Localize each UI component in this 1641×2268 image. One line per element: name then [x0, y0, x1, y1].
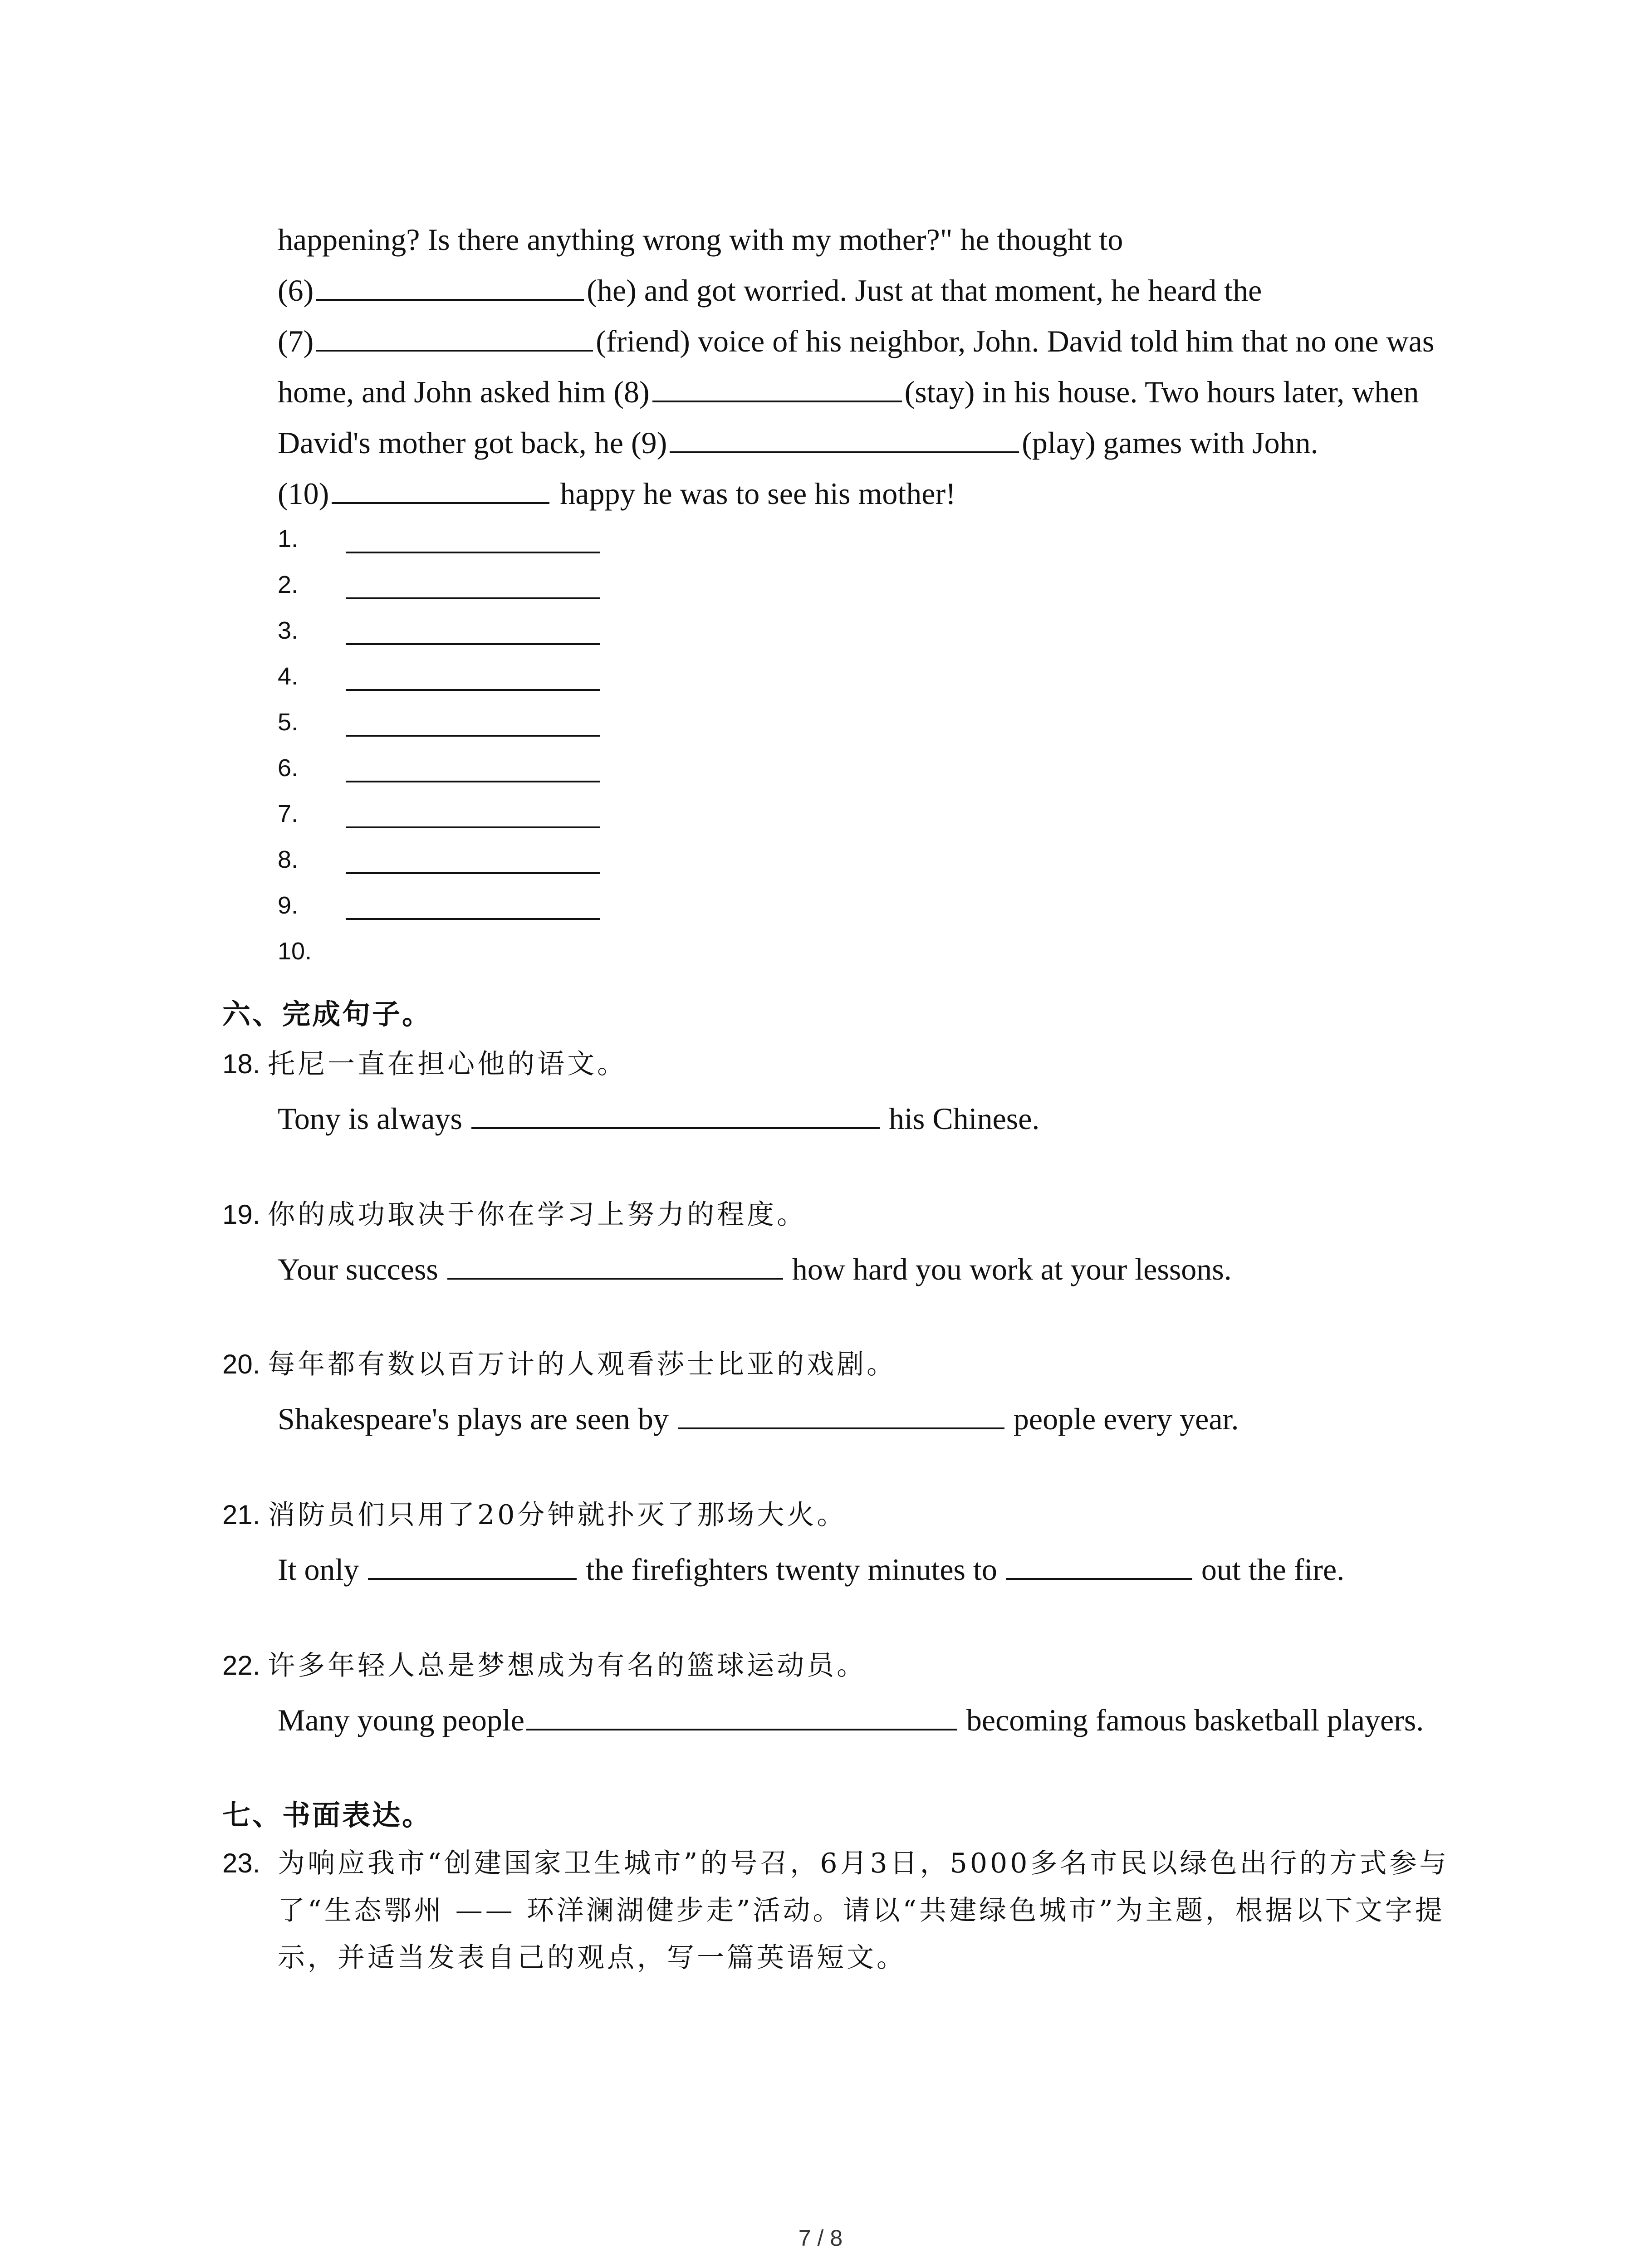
q18-blank[interactable]	[471, 1095, 880, 1129]
question-20	[222, 1339, 896, 1390]
passage-line-1	[278, 214, 1123, 265]
question-18-english	[278, 1093, 1039, 1144]
sentence-text: Tony is always	[278, 1101, 462, 1136]
answer-number: 5.	[278, 709, 299, 736]
sentence-text: the firefighters twenty minutes to	[586, 1552, 997, 1587]
question-chinese: 你的成功取决于你在学习上努力的程度。	[268, 1199, 807, 1231]
sentence-text: Your success	[278, 1252, 438, 1286]
question-21	[222, 1490, 847, 1540]
answer-line[interactable]	[346, 689, 600, 691]
answer-number: 9.	[278, 892, 299, 919]
question-number: 19.	[222, 1199, 260, 1230]
blank-number: (6)	[278, 273, 314, 308]
section-heading-6: 六、完成句子。	[222, 997, 432, 1031]
page-number: 7 / 8	[798, 2225, 843, 2251]
passage-text: (stay) in his house. Two hours later, when	[904, 375, 1419, 409]
question-23-line-2: 了“生态鄂州 —— 环洋澜湖健步走”活动。请以“共建绿色城市”为主题，根据以下文字提	[278, 1895, 1445, 1926]
question-number: 22.	[222, 1650, 260, 1681]
question-22-english	[278, 1695, 1424, 1745]
question-23-line-1: 为响应我市“创建国家卫生城市”的号召，6月3日，5000多名市民以绿色出行的方式参与	[278, 1848, 1450, 1879]
blank-7[interactable]	[316, 318, 593, 352]
question-chinese: 消防员们只用了20分钟就扑灭了那场大火。	[268, 1499, 847, 1531]
blank-10[interactable]	[332, 470, 549, 504]
answer-line[interactable]	[346, 781, 600, 782]
answer-line[interactable]	[346, 597, 600, 599]
passage-line-5	[278, 417, 1318, 468]
sentence-text: out the fire.	[1201, 1552, 1345, 1587]
passage-line-4	[278, 367, 1419, 417]
passage-text: (friend) voice of his neighbor, John. David told him that no one was	[596, 324, 1435, 358]
passage-text: happy he was to see his mother!	[552, 476, 956, 511]
question-chinese: 每年都有数以百万计的人观看莎士比亚的戏剧。	[268, 1349, 897, 1380]
sentence-text: Many young people	[278, 1703, 524, 1737]
q19-blank[interactable]	[447, 1246, 783, 1280]
passage-text: (play) games with John.	[1022, 425, 1318, 460]
answer-number: 1.	[278, 525, 299, 552]
answer-line[interactable]	[346, 872, 600, 874]
sentence-text: Shakespeare's plays are seen by	[278, 1402, 669, 1436]
blank-6[interactable]	[316, 267, 584, 301]
answer-number: 10.	[278, 938, 312, 965]
question-23-line-3: 示，并适当发表自己的观点，写一篇英语短文。	[278, 1942, 906, 1974]
question-number: 21.	[222, 1500, 260, 1530]
question-23-number: 23.	[222, 1848, 260, 1878]
question-number: 18.	[222, 1049, 260, 1079]
blank-number: (10)	[278, 476, 329, 511]
answer-number: 3.	[278, 617, 299, 644]
question-chinese: 托尼一直在担心他的语文。	[268, 1048, 627, 1080]
question-number: 20.	[222, 1349, 260, 1379]
q20-blank[interactable]	[678, 1396, 1004, 1429]
answer-line[interactable]	[346, 552, 600, 553]
q21-blank-2[interactable]	[1006, 1546, 1192, 1580]
q21-blank-1[interactable]	[368, 1546, 577, 1580]
passage-text: David's mother got back, he (9)	[278, 425, 667, 460]
answer-line[interactable]	[346, 918, 600, 920]
blank-9[interactable]	[670, 420, 1019, 453]
answer-line[interactable]	[346, 735, 600, 737]
sentence-text: becoming famous basketball players.	[966, 1703, 1424, 1737]
sentence-text: It only	[278, 1552, 359, 1587]
passage-text: happening? Is there anything wrong with my mother?" he thought to	[278, 222, 1123, 257]
passage-text: (he) and got worried. Just at that moment, he heard the	[587, 273, 1262, 308]
passage-line-6	[278, 468, 956, 519]
blank-8[interactable]	[652, 369, 902, 402]
sentence-text: people every year.	[1013, 1402, 1239, 1436]
answer-line[interactable]	[346, 643, 600, 645]
blank-number: (7)	[278, 324, 314, 358]
answer-line[interactable]	[346, 826, 600, 828]
passage-line-2	[278, 265, 1262, 316]
question-19-english	[278, 1244, 1232, 1295]
answer-number: 8.	[278, 846, 299, 873]
section-heading-7: 七、书面表达。	[222, 1799, 432, 1832]
question-22	[222, 1640, 867, 1691]
question-chinese: 许多年轻人总是梦想成为有名的篮球运动员。	[268, 1650, 867, 1681]
question-19	[222, 1189, 807, 1240]
question-18	[222, 1039, 627, 1090]
answer-number: 2.	[278, 571, 299, 598]
sentence-text: how hard you work at your lessons.	[792, 1252, 1232, 1286]
passage-text: home, and John asked him (8)	[278, 375, 650, 409]
q22-blank[interactable]	[526, 1697, 957, 1730]
answer-number: 6.	[278, 754, 299, 782]
question-20-english	[278, 1393, 1239, 1444]
question-21-english	[278, 1544, 1344, 1595]
passage-line-3	[278, 316, 1434, 367]
answer-number: 7.	[278, 800, 299, 827]
answer-number: 4.	[278, 663, 299, 690]
sentence-text: his Chinese.	[888, 1101, 1040, 1136]
